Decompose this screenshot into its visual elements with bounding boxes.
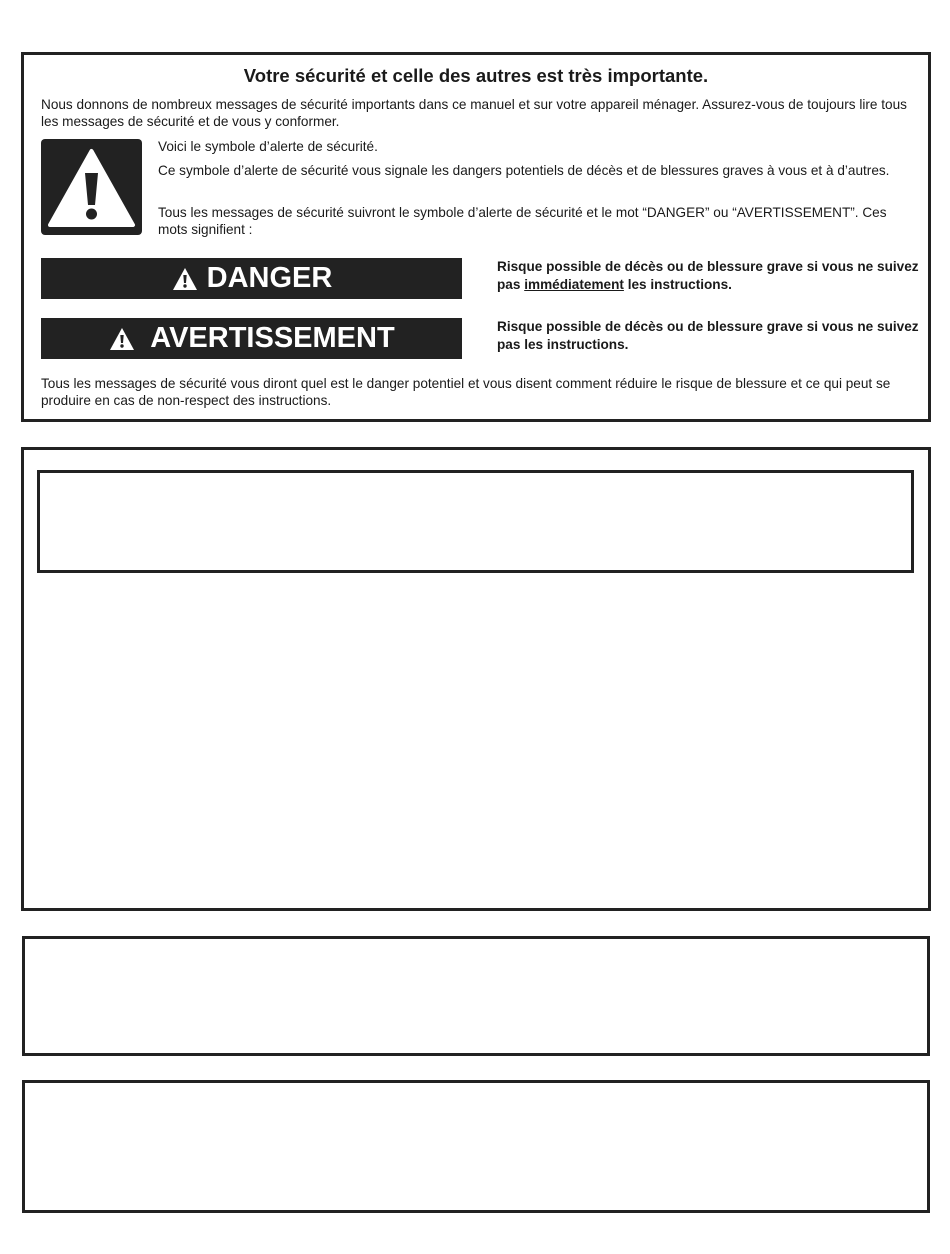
safety-title: Votre sécurité et celle des autres est très importante. bbox=[243, 65, 709, 86]
danger-triangle-icon bbox=[171, 266, 199, 292]
safety-intro: Nous donnons de nombreux messages de sécurité importants dans ce manuel et sur votre appareil ménager. Assurez-vous de toujours lire tous les messages de sécurité et de vous y conformer. bbox=[41, 97, 907, 129]
symbol-line: Voici le symbole d’alerte de sécurité. bbox=[158, 139, 378, 154]
danger-risk-text: Risque possible de décès ou de blessure grave si vous ne suivez pas immédiatement les instructions. bbox=[497, 259, 919, 292]
warning-signal-bar bbox=[41, 318, 462, 359]
danger-label: DANGER bbox=[206, 262, 333, 294]
warning-triangle-icon bbox=[41, 139, 142, 235]
warning-triangle-icon bbox=[108, 326, 136, 352]
empty-panel-bottom bbox=[22, 1080, 930, 1213]
symbol-description: Ce symbole d’alerte de sécurité vous signale les dangers potentiels de décès et de blessures graves à vous et à d’autres. bbox=[158, 163, 890, 178]
warning-label: AVERTISSEMENT bbox=[150, 322, 395, 354]
empty-panel-inner bbox=[37, 470, 914, 573]
danger-signal-bar bbox=[41, 258, 462, 299]
safety-footer: Tous les messages de sécurité vous diront quel est le danger potentiel et vous disent comment réduire le risque de blessure et ce qui peut se produire en cas de non-respect des instructions. bbox=[41, 376, 891, 408]
empty-panel-medium bbox=[22, 936, 930, 1056]
signal-words-text: Tous les messages de sécurité suivront le symbole d’alerte de sécurité et le mot “DANGER” ou “AVERTISSEMENT”. Ces mots signifient : bbox=[158, 205, 887, 237]
safety-panel bbox=[21, 52, 931, 422]
warning-risk-text: Risque possible de décès ou de blessure grave si vous ne suivez pas les instructions. bbox=[497, 319, 919, 352]
